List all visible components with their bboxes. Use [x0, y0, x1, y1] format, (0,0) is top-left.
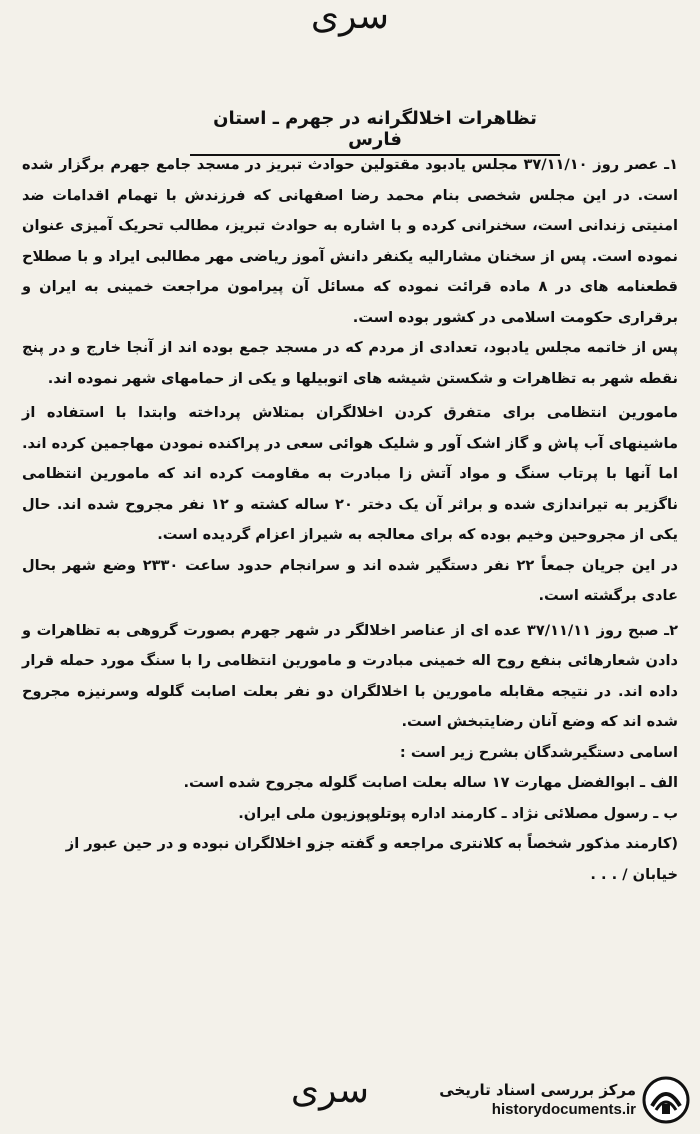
paragraph-6: اسامی دستگیرشدگان بشرح زیر است :	[399, 743, 678, 761]
document-title: تظاهرات اخلالگرانه در جهرم ـ استان فارس	[190, 108, 560, 156]
list-item: الف ـ ابوالفضل مهارت ۱۷ ساله بعلت اصابت گلوله مجروح شده است.	[183, 774, 678, 791]
document-body	[22, 150, 678, 890]
logo-url: historydocuments.ir	[491, 1101, 636, 1118]
paragraph-4: در این جریان جمعاً ۲۲ نفر دستگیر شده اند و سرانجام حدود ساعت ۲۳۳۰ وضع شهر بحال عادی برگشته است.	[22, 556, 679, 604]
paragraph-5: ۲ـ صبح روز ۳۷/۱۱/۱۱ عده ای از عناصر اخلالگر در شهر جهرم بصورت گروهی به تظاهرات و دادن شعارهائی بنفع روح اله خمینی مبادرت و مامورین انتظامی را با سنگ مورد حمله قرار داده اند. در نتیجه مقابله مامورین با اخلالگران دو نفر بعلت اصابت گلوله وسرنیزه مجروح شده اند که وضع آنان رضایتبخش است.	[22, 621, 678, 730]
paragraph-3: مامورین انتظامی برای متفرق کردن اخلالگران بمتلاش پرداخته وابتدا با استفاده از ماشینهای آب پاش و گاز اشک آور و شلیک هوائی سعی در پراکنده نمودن مهاجمین کرده اند. اما آنها با پرتاب سنگ و مواد آتش زا مبادرت به مقاومت کرده اند که مامورین انتظامی ناگزیر به تیراندازی شده و براثر آن یک دختر ۲۰ ساله کشته و ۱۲ نفر مجروح شده اند. حال یکی از مجروحین وخیم بوده که برای معالجه به شیراز اعزام گردیده است.	[22, 404, 679, 543]
watermark-logo	[420, 1072, 690, 1128]
list-item: ب ـ رسول مصلائی نژاد ـ کارمند اداره پوتلوپوزیون ملی ایران.	[238, 804, 678, 822]
list-item: (کارمند مذکور شخصاً به کلانتری مراجعه و گفته جزو اخلالگران نبوده و در حین عبور از	[65, 835, 678, 852]
detainee-list	[22, 768, 678, 860]
classification-stamp-top: سری	[310, 0, 390, 37]
classification-stamp-bottom: سری	[290, 1070, 370, 1111]
logo-name: مرکز بررسی اسناد تاریخی	[439, 1081, 636, 1099]
paragraph-1: ۱ـ عصر روز ۳۷/۱۱/۱۰ مجلس یادبود مقتولین حوادث تبریز در مسجد جامع جهرم برگزار شده است. در این مجلس شخصی بنام محمد رضا اصفهانی که فرزندش با تهمام اقدامات ضد امنیتی زندانی است، سخنرانی کرده و با اشاره به حوادث تبریز، مطالب تحریک آمیزی عنوان نموده است. پس از سخنان مشارالیه یکنفر دانش آموز ریاضی مهر مطالبی ایراد و با صطلاح قطعنامه های در ۸ ماده قرائت نموده که مسائل آن پیرامون مراجعت خمینی به ایران و برقراری حکومت اسلامی در کشور بوده است.	[22, 156, 678, 326]
archive-emblem-icon	[642, 1076, 690, 1124]
closing-line: خیابان / . . .	[590, 865, 678, 883]
paragraph-2: پس از خاتمه مجلس یادبود، تعدادی از مردم که در مسجد جمع بوده اند از آنجا خارج و در پنج نقطه شهر به تظاهرات و شکستن شیشه های اتوبیلها و یکی از حمامهای شهر نموده اند.	[22, 339, 678, 387]
